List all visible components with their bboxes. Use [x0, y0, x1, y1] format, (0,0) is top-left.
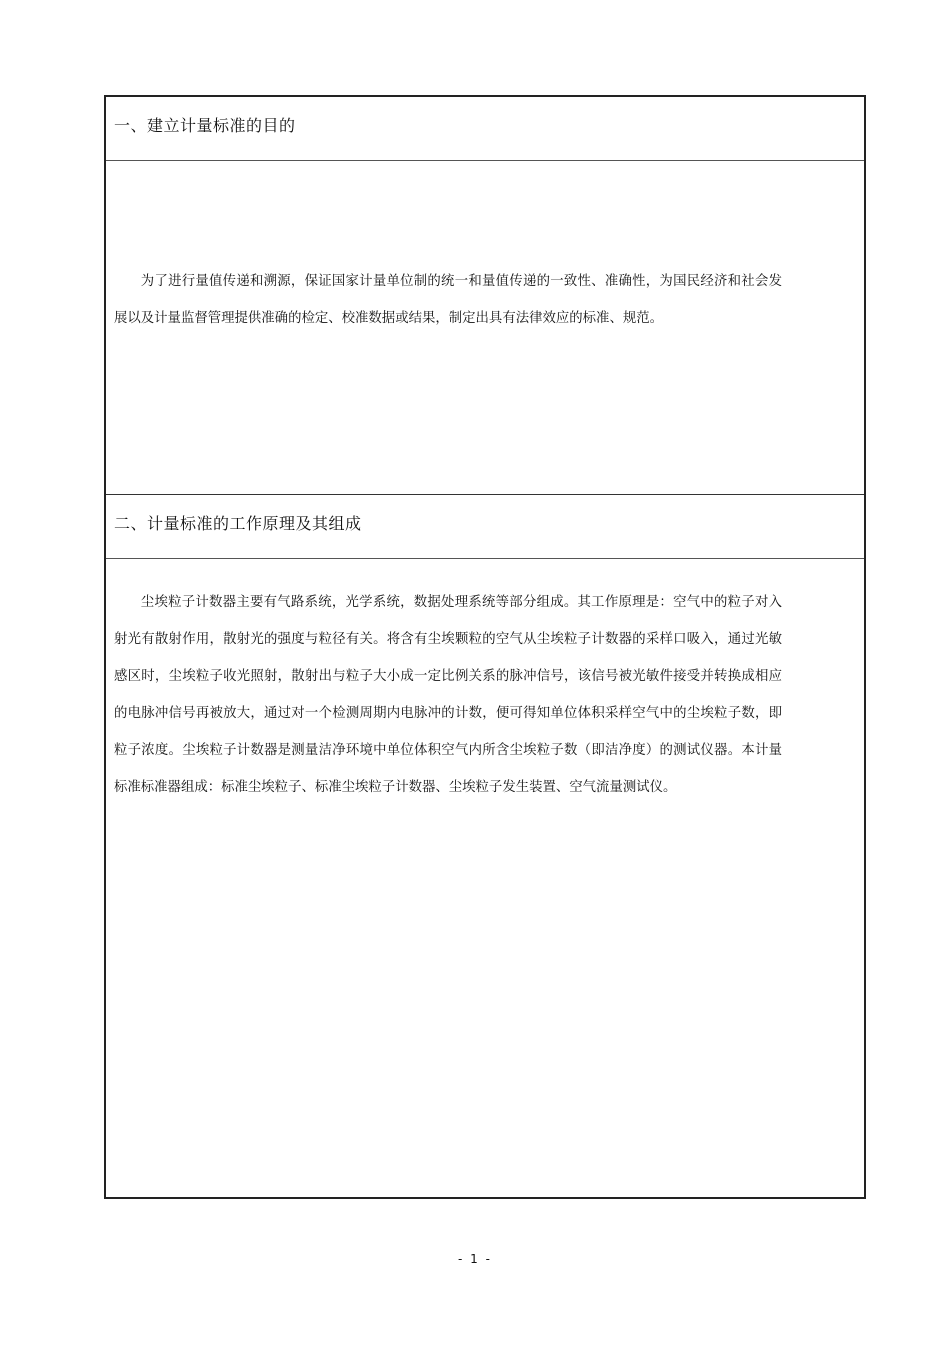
section-2-body [106, 559, 864, 1195]
section-2-header [106, 495, 864, 559]
section-1-header [106, 97, 864, 161]
section-2-paragraph: 尘埃粒子计数器主要有气路系统，光学系统，数据处理系统等部分组成。其工作原理是：空气中的粒子对入射光有散射作用，散射光的强度与粒径有关。将含有尘埃颗粒的空气从尘埃粒子计数器的采样口吸入，通过光敏感区时，尘埃粒子收光照射，散射出与粒子大小成一定比例关系的脉冲信号，该信号被光敏件接受并转换成相应的电脉冲信号再被放大，通过对一个检测周期内电脉冲的计数，便可得知单位体积采样空气中的尘埃粒子数，即粒子浓度。尘埃粒子计数器是测量洁净环境中单位体积空气内所含尘埃粒子数（即洁净度）的测试仪器。本计量标准标准器组成：标准尘埃粒子、标准尘埃粒子计数器、尘埃粒子发生装置、空气流量测试仪。 [114, 595, 782, 795]
form-table [104, 95, 866, 1199]
page-number: - 1 - [458, 1252, 492, 1266]
section-1-body [106, 161, 864, 495]
section-1-title: 一、建立计量标准的目的 [114, 116, 296, 135]
section-1-paragraph: 为了进行量值传递和溯源，保证国家计量单位制的统一和量值传递的一致性、准确性，为国民经济和社会发展以及计量监督管理提供准确的检定、校准数据或结果，制定出具有法律效应的标准、规范。 [114, 274, 782, 326]
section-2-title: 二、计量标准的工作原理及其组成 [114, 514, 362, 533]
